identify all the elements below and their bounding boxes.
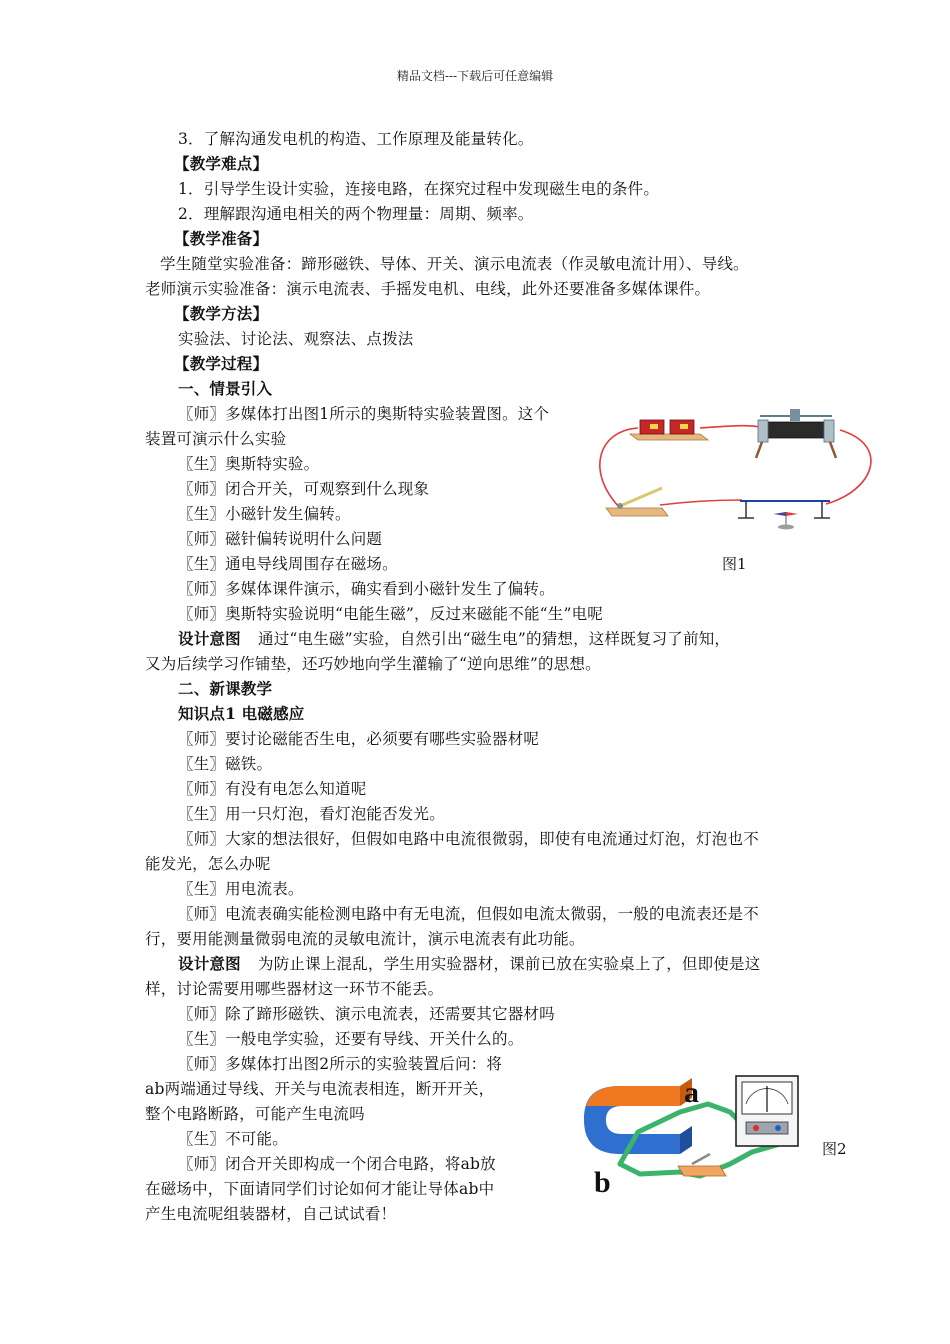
text-line: ab两端通过导线、开关与电流表相连，断开开关， bbox=[145, 1080, 495, 1098]
text-line: 1．引导学生设计实验，连接电路，在探究过程中发现磁生电的条件。 bbox=[178, 180, 660, 198]
text-line: 设计意图 bbox=[178, 629, 241, 648]
text-line: 〖师〗多媒体打出图1所示的奥斯特实验装置图。这个 bbox=[178, 405, 550, 423]
text-line: 【教学过程】 bbox=[174, 354, 269, 373]
battery-base bbox=[630, 434, 708, 440]
text-line: 产生电流呢组装器材，自己试试看！ bbox=[145, 1205, 397, 1223]
label-b: b bbox=[594, 1166, 611, 1199]
figure-2-caption: 图2 bbox=[822, 1140, 847, 1158]
text-line: 〖生〗用一只灯泡，看灯泡能否发光。 bbox=[178, 805, 445, 823]
text-line: 〖师〗奥斯特实验说明“电能生磁”，反过来磁能不能“生”电呢 bbox=[178, 605, 603, 623]
text-line: 知识点1 电磁感应 bbox=[178, 704, 305, 723]
text-line: 行，要用能测量微弱电流的灵敏电流计，演示电流表有此功能。 bbox=[145, 930, 585, 948]
text-line: 【教学准备】 bbox=[174, 229, 269, 248]
text-line: 〖生〗小磁针发生偏转。 bbox=[178, 505, 351, 523]
text-line: 〖师〗除了蹄形磁铁、演示电流表，还需要其它器材吗 bbox=[178, 1005, 555, 1023]
text-line: 〖师〗闭合开关，可观察到什么现象 bbox=[178, 480, 430, 498]
text-line: 为防止课上混乱，学生用实验器材，课前已放在实验桌上了，但即使是这 bbox=[258, 955, 761, 973]
figure-1-oersted-apparatus bbox=[590, 400, 880, 540]
text-line: 能发光，怎么办呢 bbox=[145, 855, 271, 873]
text-line: 〖生〗一般电学实验，还要有导线、开关什么的。 bbox=[178, 1030, 524, 1048]
rheostat-slider bbox=[790, 409, 800, 421]
text-line: 二、新课教学 bbox=[178, 679, 273, 698]
text-line: 〖师〗有没有电怎么知道呢 bbox=[178, 780, 367, 798]
text-line: 2．理解跟沟通电相关的两个物理量：周期、频率。 bbox=[178, 205, 534, 223]
text-line: 〖师〗多媒体课件演示，确实看到小磁针发生了偏转。 bbox=[178, 580, 555, 598]
text-line: 3．了解沟通发电机的构造、工作原理及能量转化。 bbox=[178, 130, 534, 148]
text-line: 〖师〗电流表确实能检测电路中有无电流，但假如电流太微弱，一般的电流表还是不 bbox=[178, 905, 759, 923]
text-line: 设计意图 bbox=[178, 954, 241, 973]
text-line: 整个电路断路，可能产生电流吗 bbox=[145, 1105, 365, 1123]
text-line: 【教学方法】 bbox=[174, 304, 269, 323]
figure-1-caption: 图1 bbox=[722, 555, 747, 573]
text-line: 【教学难点】 bbox=[174, 154, 269, 173]
figure-2-induction-apparatus bbox=[580, 1072, 810, 1200]
switch-base bbox=[606, 508, 668, 516]
text-line: 〖生〗用电流表。 bbox=[178, 880, 304, 898]
rheostat-coil bbox=[765, 422, 827, 438]
text-line: 〖师〗要讨论磁能否生电，必须要有哪些实验器材呢 bbox=[178, 730, 540, 748]
circuit-wire bbox=[700, 426, 765, 428]
circuit-wire bbox=[600, 428, 638, 508]
text-line: 〖师〗闭合开关即构成一个闭合电路，将ab放 bbox=[178, 1155, 496, 1173]
text-line: 通过“电生磁”实验，自然引出“磁生电”的猜想，这样既复习了前知， bbox=[258, 630, 731, 648]
text-line: 样，讨论需要用哪些器材这一环节不能丢。 bbox=[145, 980, 444, 998]
switch-lever bbox=[620, 488, 662, 506]
text-line: 〖生〗通电导线周围存在磁场。 bbox=[178, 555, 398, 573]
page-header: 精品文档---下载后可任意编辑 bbox=[396, 69, 554, 83]
text-line: 老师演示实验准备：演示电流表、手摇发电机、电线，此外还要准备多媒体课件。 bbox=[145, 280, 711, 298]
circuit-wire bbox=[660, 500, 742, 505]
text-line: 学生随堂实验准备：蹄形磁铁、导体、开关、演示电流表（作灵敏电流计用）、导线。 bbox=[160, 255, 749, 273]
text-line: 又为后续学习作铺垫，还巧妙地向学生灌输了“逆向思维”的思想。 bbox=[145, 655, 601, 673]
text-line: 〖师〗大家的想法很好，但假如电路中电流很微弱，即使有电流通过灯泡，灯泡也不 bbox=[178, 830, 759, 848]
text-line: 一、情景引入 bbox=[178, 379, 273, 398]
text-line: 〖生〗奥斯特实验。 bbox=[178, 455, 320, 473]
text-line: 实验法、讨论法、观察法、点拨法 bbox=[178, 330, 414, 348]
text-line: 〖师〗磁针偏转说明什么问题 bbox=[178, 530, 383, 548]
switch-base bbox=[678, 1166, 726, 1176]
text-line: 装置可演示什么实验 bbox=[145, 430, 287, 448]
label-a: a bbox=[684, 1076, 699, 1109]
text-line: 〖生〗磁铁。 bbox=[178, 755, 273, 773]
text-line: 〖生〗不可能。 bbox=[178, 1130, 288, 1148]
text-line: 在磁场中，下面请同学们讨论如何才能让导体ab中 bbox=[145, 1180, 495, 1198]
text-line: 〖师〗多媒体打出图2所示的实验装置后问：将 bbox=[178, 1055, 503, 1073]
switch-lever bbox=[692, 1154, 710, 1164]
